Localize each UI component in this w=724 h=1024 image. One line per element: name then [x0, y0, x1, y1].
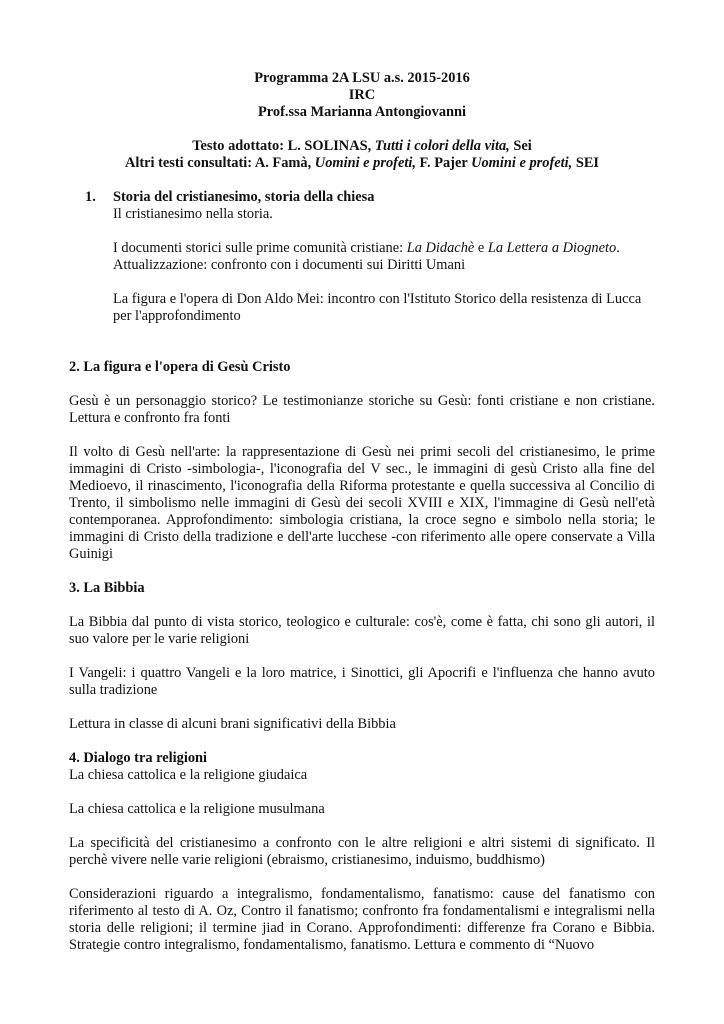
section-1-title: Storia del cristianesimo, storia della chiesa: [113, 189, 375, 205]
section-1-documents: I documenti storici sulle prime comunità cristiane: La Didachè e La Lettera a Diogneto.: [113, 240, 620, 256]
section-3-paragraph: I Vangeli: i quattro Vangeli e la loro matrice, i Sinottici, gli Apocrifi e l'influenza che hanno avuto sulla tradizione: [69, 665, 655, 698]
program-title: Programma 2A LSU a.s. 2015-2016: [254, 70, 470, 86]
section-4-paragraph: La specificità del cristianesimo a confronto con le altre religioni e altri sistemi di significato. Il perchè vivere nelle varie religioni (ebraismo, cristianesimo, induismo, buddhismo): [69, 835, 655, 868]
section-2-paragraph: Il volto di Gesù nell'arte: la rappresentazione di Gesù nei primi secoli del cristianesimo, le prime immagini di Cristo -simbologia-, l'iconografia del V sec., le immagini di gesù Cristo alla fine del Medioevo, il rinascimento, l'iconografia della Riforma protestante e quella successiva al Concilio di Trento, il simbolismo nelle immagini di Gesù dei secoli XVIII e XIX, l'immagine di Gesù nell'età contemporanea. Approfondimento: simbologia cristiana, la croce segno e simbolo nella storia; le immagini di Cristo della tradizione e dell'arte lucchese -con riferimento alle opere conservate a Villa Guinigi: [69, 444, 655, 562]
section-2-paragraph: Gesù è un personaggio storico? Le testimonianze storiche su Gesù: fonti cristiane e non cristiane. Lettura e confronto fra fonti: [69, 393, 655, 426]
section-1-number: 1.: [85, 189, 96, 205]
section-4-title: 4. Dialogo tra religioni: [69, 750, 208, 766]
section-2-title: 2. La figura e l'opera di Gesù Cristo: [69, 359, 291, 375]
section-1-mei: La figura e l'opera di Don Aldo Mei: incontro con l'Istituto Storico della resistenza di Lucca per l'approfondimento: [113, 291, 642, 324]
section-3-title: 3. La Bibbia: [69, 580, 145, 596]
section-3-paragraph: Lettura in classe di alcuni brani significativi della Bibbia: [69, 716, 396, 732]
section-4-line: La chiesa cattolica e la religione musulmana: [69, 801, 325, 817]
adopted-text-line: Testo adottato: L. SOLINAS, Tutti i colori della vita, Sei: [192, 138, 532, 154]
document-page: [69, 70, 655, 954]
subject-title: IRC: [348, 87, 376, 103]
section-1-line: Il cristianesimo nella storia.: [113, 206, 273, 222]
consulted-texts-line: Altri testi consultati: A. Famà, Uomini e profeti, F. Pajer Uomini e profeti, SEI: [124, 155, 600, 171]
section-1: [69, 189, 655, 325]
document-header: [69, 70, 655, 172]
section-4-paragraph: Considerazioni riguardo a integralismo, fondamentalismo, fanatismo: cause del fanatismo con riferimento al testo di A. Oz, Contro il fanatismo; confronto fra fondamentalismi e integralismi nella storia delle religioni; il termine jiad in Corano. Approfondimenti: differenze fra Corano e Bibbia. Strategie contro integralismo, fondamentalismo, fanatismo. Lettura e commento di “Nuovo: [69, 886, 655, 953]
teacher-name: Prof.ssa Marianna Antongiovanni: [257, 104, 467, 120]
section-1-update: Attualizzazione: confronto con i documenti sui Diritti Umani: [113, 257, 466, 273]
section-4-line: La chiesa cattolica e la religione giudaica: [69, 767, 308, 783]
section-3-paragraph: La Bibbia dal punto di vista storico, teologico e culturale: cos'è, come è fatta, chi sono gli autori, il suo valore per le varie religioni: [69, 614, 655, 647]
